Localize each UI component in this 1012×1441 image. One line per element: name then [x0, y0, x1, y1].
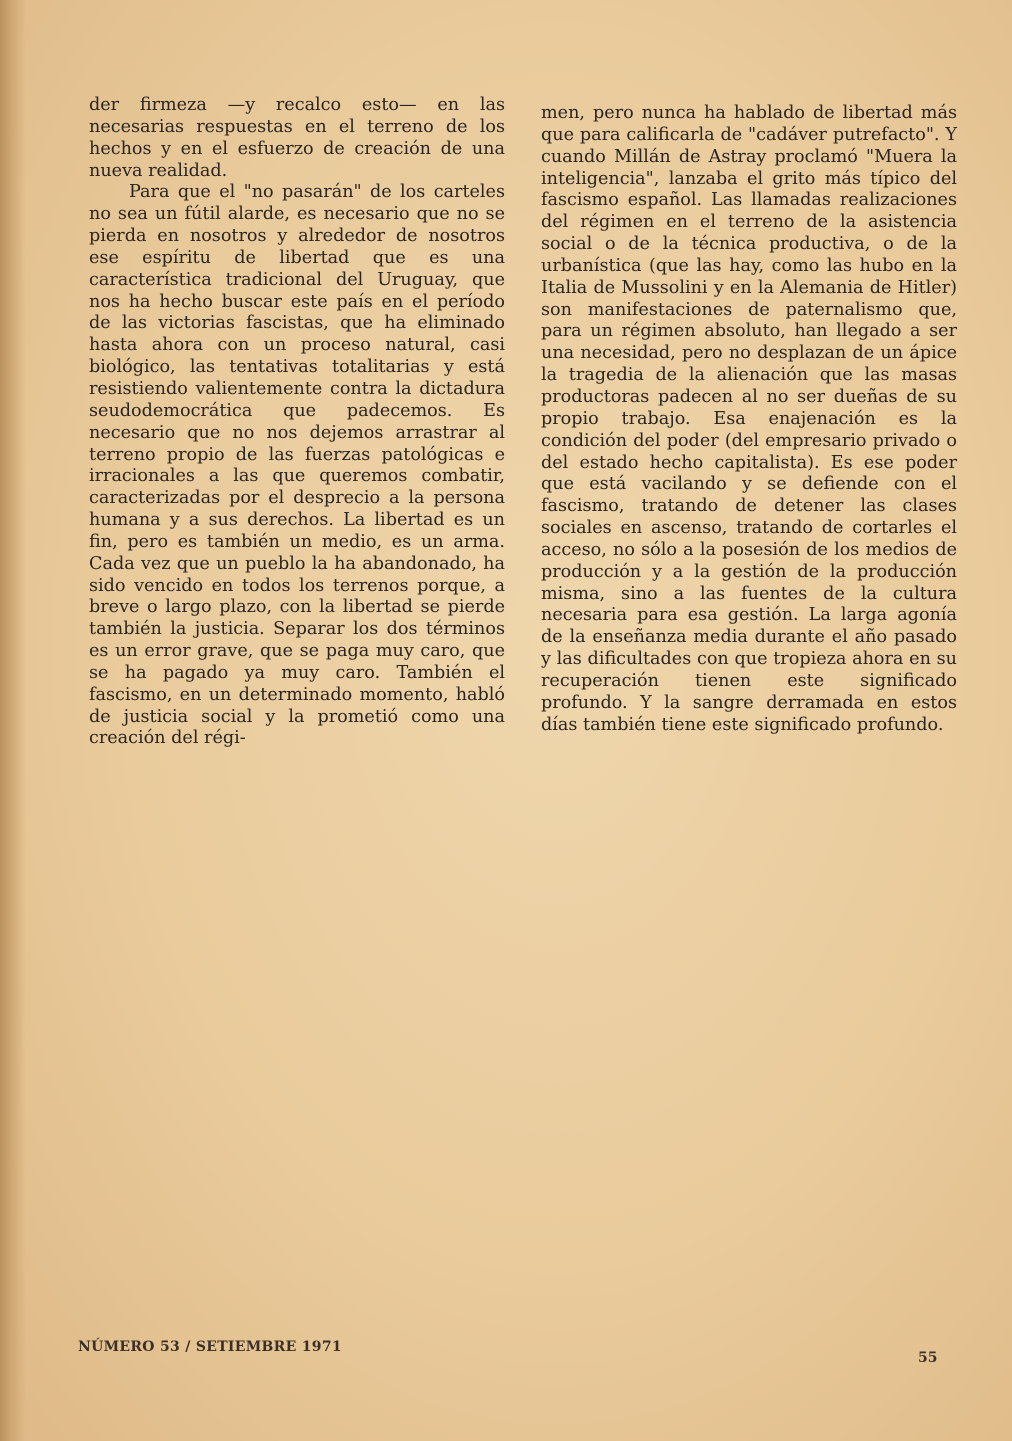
issue-footer: NÚMERO 53 / SETIEMBRE 1971 [78, 1339, 342, 1355]
page-edge-shadow [0, 0, 26, 1441]
text-column-right [541, 103, 957, 736]
text-column-left [89, 95, 505, 750]
paragraph: men, pero nunca ha hablado de libertad más que para calificarla de "cadáver putrefacto". Y cuando Millán de Astray proclamó "Muera la inteligencia", lanzaba el grito más típico del fascismo español. Las llamadas realizaciones del régimen en el terreno de la asistencia social o de la técnica productiva, o de la urbanística (que las hay, como las hubo en la Italia de Mussolini y en la Alemania de Hitler) son manifestaciones de paternalismo que, para un régimen absoluto, han llegado a ser una necesidad, pero no desplazan de un ápice la tragedia de la alienación que las masas productoras padecen al no ser dueñas de su propio trabajo. Esa enajenación es la condición del poder (del empresario privado o del estado hecho capitalista). Es ese poder que está vacilando y se defiende con el fascismo, tratando de detener las clases sociales en ascenso, tratando de cortarles el acceso, no sólo a la posesión de los medios de producción y a la gestión de la producción misma, sino a las fuentes de la cultura necesaria para esa gestión. La larga agonía de la enseñanza media durante el año pasado y las dificultades con que tropieza ahora en su recuperación tienen este significado profundo. Y la sangre derramada en estos días también tiene este significado profundo. [541, 103, 957, 735]
paragraph: der firmeza —y recalco esto— en las necesarias respuestas en el terreno de los hechos y en el esfuerzo de creación de una nueva realidad. [89, 95, 505, 181]
page-number: 55 [918, 1350, 938, 1366]
paragraph: Para que el "no pasarán" de los carteles no sea un fútil alarde, es necesario que no se pierda en nosotros y alrededor de nosotros ese espíritu de libertad que es una característica tradicional del Uruguay, que nos ha hecho buscar este país en el período de las victorias fascistas, que ha eliminado hasta ahora con un proceso natural, casi biológico, las tentativas totalitarias y está resistiendo valientemente contra la dictadura seudodemocrática que padecemos. Es necesario que no nos dejemos arrastrar al terreno propio de las fuerzas patológicas e irracionales a las que queremos combatir, caracterizadas por el desprecio a la persona humana y a sus derechos. La libertad es un fin, pero es también un medio, es un arma. Cada vez que un pueblo la ha abandonado, ha sido vencido en todos los terrenos porque, a breve o largo plazo, con la libertad se pierde también la justicia. Separar los dos términos es un error grave, que se paga muy caro, que se ha pagado ya muy caro. También el fascismo, en un determinado momento, habló de justicia social y la prometió como una creación del régi- [89, 182, 505, 749]
